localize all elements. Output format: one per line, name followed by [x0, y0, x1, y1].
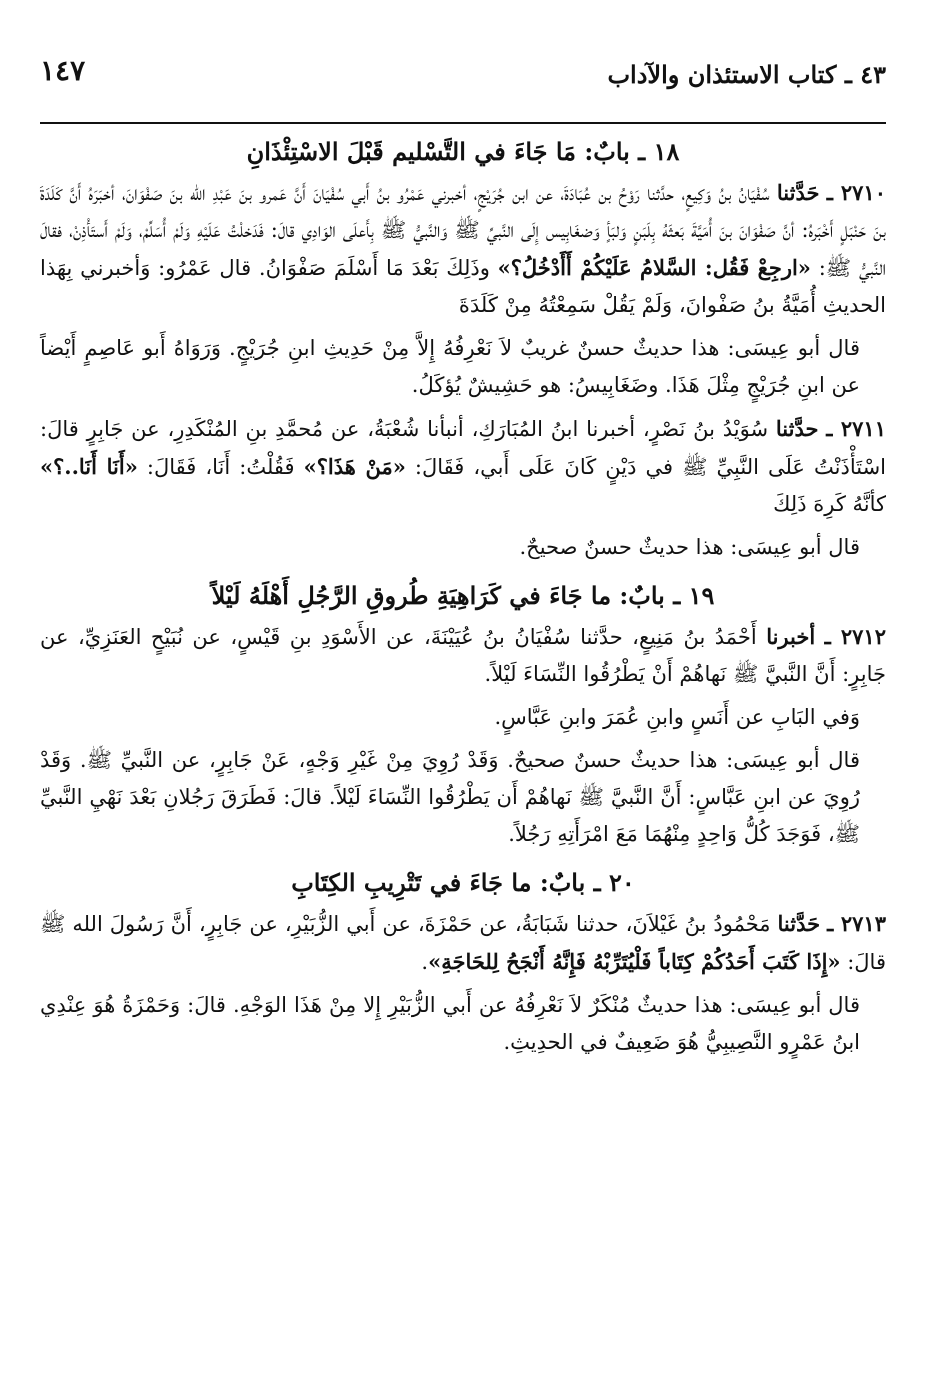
hadith-text: كأنَّهُ كَرِهَ ذَلِكَ [773, 492, 886, 516]
section-heading-20: ٢٠ ـ بابٌ: ما جَاءَ في تَتْرِيبِ الكِتَابِ [291, 868, 635, 897]
hadith-text: سُوَيْدُ بنُ نَصْرٍ، أخبرنا ابنُ المُبَارَكِ، أنبأنا شُعْبَةُ، عن مُحمَّدِ بنِ المُنْكَدِرِ، عن جَابِرٍ قالَ: اسْتَأْذَنْتُ عَلَى النَّبِيِّ ﷺ في دَيْنٍ كَانَ عَلَى أَبي، فَقَالَ: [40, 417, 886, 479]
hadith-text: . [421, 950, 429, 974]
prophetic-quote: «مَنْ هَذَا؟» [303, 454, 406, 479]
commentary-2712: قال أبو عِيسَى: هذا حديثٌ حسنٌ صحيحٌ. وَقَدْ رُوِيَ مِنْ غَيْرِ وَجْهٍ، عَنْ جَابِرٍ، عن النَّبيِّ ﷺ. وَقَدْ رُوِيَ عن ابنِ عَبَّاسٍ: أَنَّ النَّبيَّ ﷺ نَهاهُمْ أَن يَطْرُقُوا النِّسَاءَ لَيْلاً. قالَ: فَطَرَقَ رَجُلانِ بَعْدَ نَهْيِ النَّبيِّ ﷺ، فَوَجَدَ كُلُّ وَاحِدٍ مِنْهُمَا مَعَ امْرَأَتِهِ رَجُلاً. [40, 748, 860, 846]
page-header [40, 40, 886, 100]
chain-keyword: أخبرنا [766, 624, 816, 649]
running-head: ٤٣ ـ كتاب الاستئذان والآداب [607, 60, 886, 89]
spacer [40, 853, 886, 867]
related-narrations-2712: وَفي البَابِ عن أَنَسٍ وابنِ عُمَرَ وابنِ عَبَّاسٍ. [494, 705, 860, 729]
hadith-2711 [40, 410, 886, 523]
header-rule [40, 122, 886, 124]
commentary-2710: قال أبو عِيسَى: هذا حديثٌ حسنٌ غريبٌ لاَ نَعْرِفُهُ إِلاَّ مِنْ حَدِيثِ ابنِ جُرَيْجٍ. وَرَوَاهُ أَبو عَاصِمٍ أَيْضاً عن ابنِ جُرَيْجٍ مِثْلَ هَذَا. وضَغَابِيسُ: هو حَشِيشٌ يُؤكَلُ. [40, 336, 860, 397]
spacer [40, 566, 886, 580]
chain-keyword: حدَّثنا [775, 416, 819, 441]
hadith-number: ٢٧١٣ ـ [827, 911, 886, 936]
chain-keyword: حَدَّثنا [776, 180, 820, 205]
chain-keyword: حَدَّثنا [777, 911, 821, 936]
hadith-text: فَقُلْتُ: أَنَا، فَقَالَ: [137, 455, 304, 479]
prophetic-quote: «أَنَا أَنَا..؟» [40, 454, 138, 479]
hadith-text: وذَلِكَ بَعْدَ مَا أَسْلَمَ صَفْوَانُ. قال عَمْرُو: وَأخبرني بِهَذا الحديثِ أُمَيَّةُ بنُ صَفْوانَ، وَلَمْ يَقُلْ سَمِعْتُهُ مِنْ كَلَدَةَ [40, 256, 886, 317]
section-heading-18: ١٨ ـ بابٌ: مَا جَاءَ في التَّسْليم قَبْلَ الاسْتِئْذَانِ [246, 137, 680, 166]
hadith-text: مَحْمُودُ بنُ غَيْلاَنَ، حدثنا شَبَابَةُ، عن حَمْزَةَ، عن أَبي الزُّبَيْرِ، عن جَابِرٍ، أَنَّ رَسُولَ الله ﷺ قالَ: [40, 912, 886, 974]
hadith-text: سُفْيَانُ بنُ وَكِيعٍ، حدَّثنا رَوْحُ بن عُبَادَةَ، عن ابن جُرَيْجٍ، أخبرني عَمْرُو بنُ أَبي سُفْيَانَ أَنَّ عَمرو بنَ عَبْدِ الله بنَ صَفْوَانَ، أخبَرَهُ أَنَّ كَلَدَةَ بنَ حَنْبَلٍ أَخْبَرهُ: أنَّ صَفْوَانَ بنَ أُمَيَّةَ بَعثَهُ بِلَبَنٍ وَلبَأٍ وَضغَابِيس إِلَى النَّبيِّ ﷺ وَالنَّبيُّ ﷺ بِأَعلَى الوَادِي قالَ: فَدَخلْتُ عَلَيْهِ وَلَمْ أُسَلِّمْ، وَلَمْ أَستَأْذِنْ، فقالَ النَّبيُّ ﷺ: [40, 181, 887, 280]
hadith-number: ٢٧١٠ ـ [826, 180, 886, 205]
hadith-number: ٢٧١٢ ـ [824, 624, 886, 649]
commentary-2711: قال أبو عِيسَى: هذا حديثٌ حسنٌ صحيحٌ. [519, 535, 860, 559]
book-page [40, 40, 886, 1340]
page-number: ١٤٧ [40, 54, 86, 87]
page-body [40, 136, 886, 1061]
hadith-number: ٢٧١١ ـ [826, 416, 886, 441]
hadith-2712 [40, 618, 886, 693]
commentary-2713: قال أبو عِيسَى: هذا حديثٌ مُنْكَرٌ لاَ نَعْرِفُهُ عن أَبي الزُّبَيْرِ إِلا مِنْ هَذَا الوَجْهِ. قالَ: وَحَمْزَةُ هُوَ عِنْدِي ابنُ عَمْرٍو النَّصِيبِيُّ هُوَ ضَعِيفٌ في الحدِيثِ. [40, 993, 860, 1054]
prophetic-quote: «إِذَا كَتَبَ أَحَدُكُمْ كِتَاباً فَلْيُتَرِّبْهُ فَإِنَّهُ أَنْجَحُ لِلحَاجَةِ» [428, 949, 841, 974]
section-heading-19: ١٩ ـ بابٌ: ما جَاءَ في كَرَاهِيَةِ طُروقِ الرَّجُلِ أَهْلَهُ لَيْلاً [211, 581, 715, 610]
hadith-2713 [40, 905, 886, 981]
hadith-2710 [40, 174, 886, 324]
prophetic-quote: «ارجِعْ فَقُل: السَّلامُ عَلَيْكُمْ أَأَدْخُلُ؟» [497, 255, 811, 280]
hadith-text: أَحْمَدُ بنُ مَنِيعٍ، حدَّثنا سُفْيَانُ بنُ عُيَيْنَةَ، عن الأَسْوَدِ بنِ قَيْسٍ، عن نُبَيْحٍ العَنَزِيِّ، عن جَابِرٍ: أَنَّ النَّبيَّ ﷺ نَهاهُمْ أَنْ يَطْرُقُوا النِّسَاءَ لَيْلاً. [40, 625, 886, 686]
